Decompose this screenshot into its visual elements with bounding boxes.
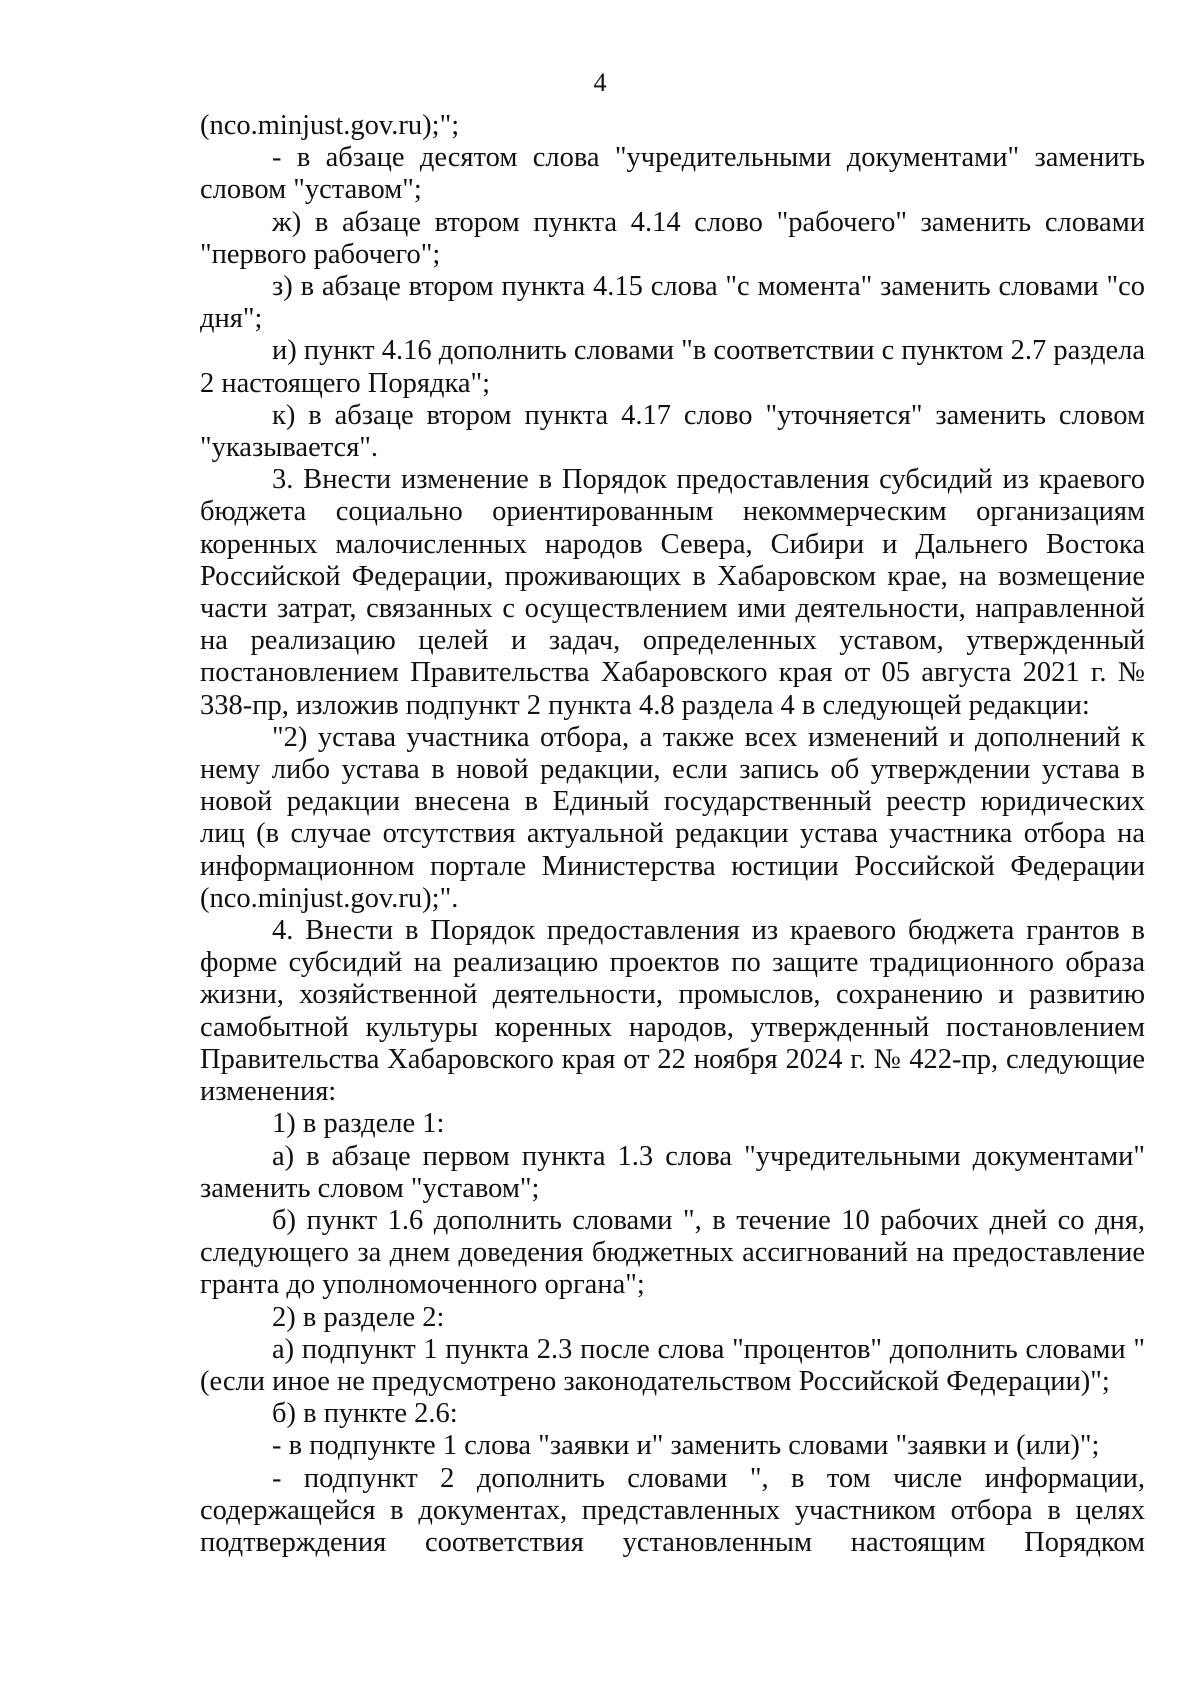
document-body <box>200 110 1145 1559</box>
paragraph: 3. Внести изменение в Порядок предоставления субсидий из краевого бюджета социально ориентированным некоммерческим организациям коренных малочисленных народов Севера, Сибири и Дальнего Востока Российской Федерации, проживающих в Хабаровском крае, на возмещение части затрат, связанных с осуществлением ими деятельности, направленной на реализацию целей и задач, определенных уставом, утвержденный постановлением Правительства Хабаровского края от 05 августа 2021 г. № 338-пр, изложив подпункт 2 пункта 4.8 раздела 4 в следующей редакции: <box>200 464 1145 721</box>
paragraph: ж) в абзаце втором пункта 4.14 слово "рабочего" заменить словами "первого рабочего"; <box>200 206 1145 270</box>
paragraph: - в абзаце десятом слова "учредительными документами" заменить словом "уставом"; <box>200 142 1145 206</box>
paragraph: (nco.minjust.gov.ru);"; <box>200 110 460 141</box>
paragraph: б) в пункте 2.6: <box>272 1398 458 1430</box>
paragraph: 2) в разделе 2: <box>272 1301 445 1333</box>
paragraph: - подпункт 2 дополнить словами ", в том числе информации, содержащейся в документах, представленных участником отбора в целях подтверждения соответствия установленным настоящим Порядком <box>200 1462 1145 1558</box>
paragraph: "2) устава участника отбора, а также всех изменений и дополнений к нему либо устава в новой редакции, если запись об утверждении устава в новой редакции внесена в Единый государственный реестр юридических лиц (в случае отсутствия актуальной редакции устава участника отбора на информационном портале Министерства юстиции Российской Федерации (nco.minjust.gov.ru);". <box>200 721 1145 914</box>
page-number: 4 <box>593 68 607 97</box>
paragraph: 4. Внести в Порядок предоставления из краевого бюджета грантов в форме субсидий на реализацию проектов по защите традиционного образа жизни, хозяйственной деятельности, промыслов, сохранению и развитию самобытной культуры коренных народов, утвержденный постановлением Правительства Хабаровского края от 22 ноября 2024 г. № 422-пр, следующие изменения: <box>200 915 1145 1108</box>
paragraph: к) в абзаце втором пункта 4.17 слово "уточняется" заменить словом "указывается". <box>200 399 1145 464</box>
paragraph: б) пункт 1.6 дополнить словами ", в течение 10 рабочих дней со дня, следующего за днем доведения бюджетных ассигнований на предоставление гранта до уполномоченного органа"; <box>200 1204 1145 1301</box>
paragraph: а) подпункт 1 пункта 2.3 после слова "процентов" дополнить словами "(если иное не предусмотрено законодательством Российской Федерации)"; <box>200 1333 1145 1397</box>
paragraph: з) в абзаце втором пункта 4.15 слова "с момента" заменить словами "со дня"; <box>200 271 1145 335</box>
paragraph: - в подпункте 1 слова "заявки и" заменить словами "заявки и (или)"; <box>272 1430 1100 1462</box>
paragraph: а) в абзаце первом пункта 1.3 слова "учредительными документами" заменить словом "уставом"; <box>200 1140 1145 1204</box>
paragraph: 1) в разделе 1: <box>272 1108 445 1140</box>
paragraph: и) пункт 4.16 дополнить словами "в соответствии с пунктом 2.7 раздела 2 настоящего Порядка"; <box>200 335 1145 399</box>
